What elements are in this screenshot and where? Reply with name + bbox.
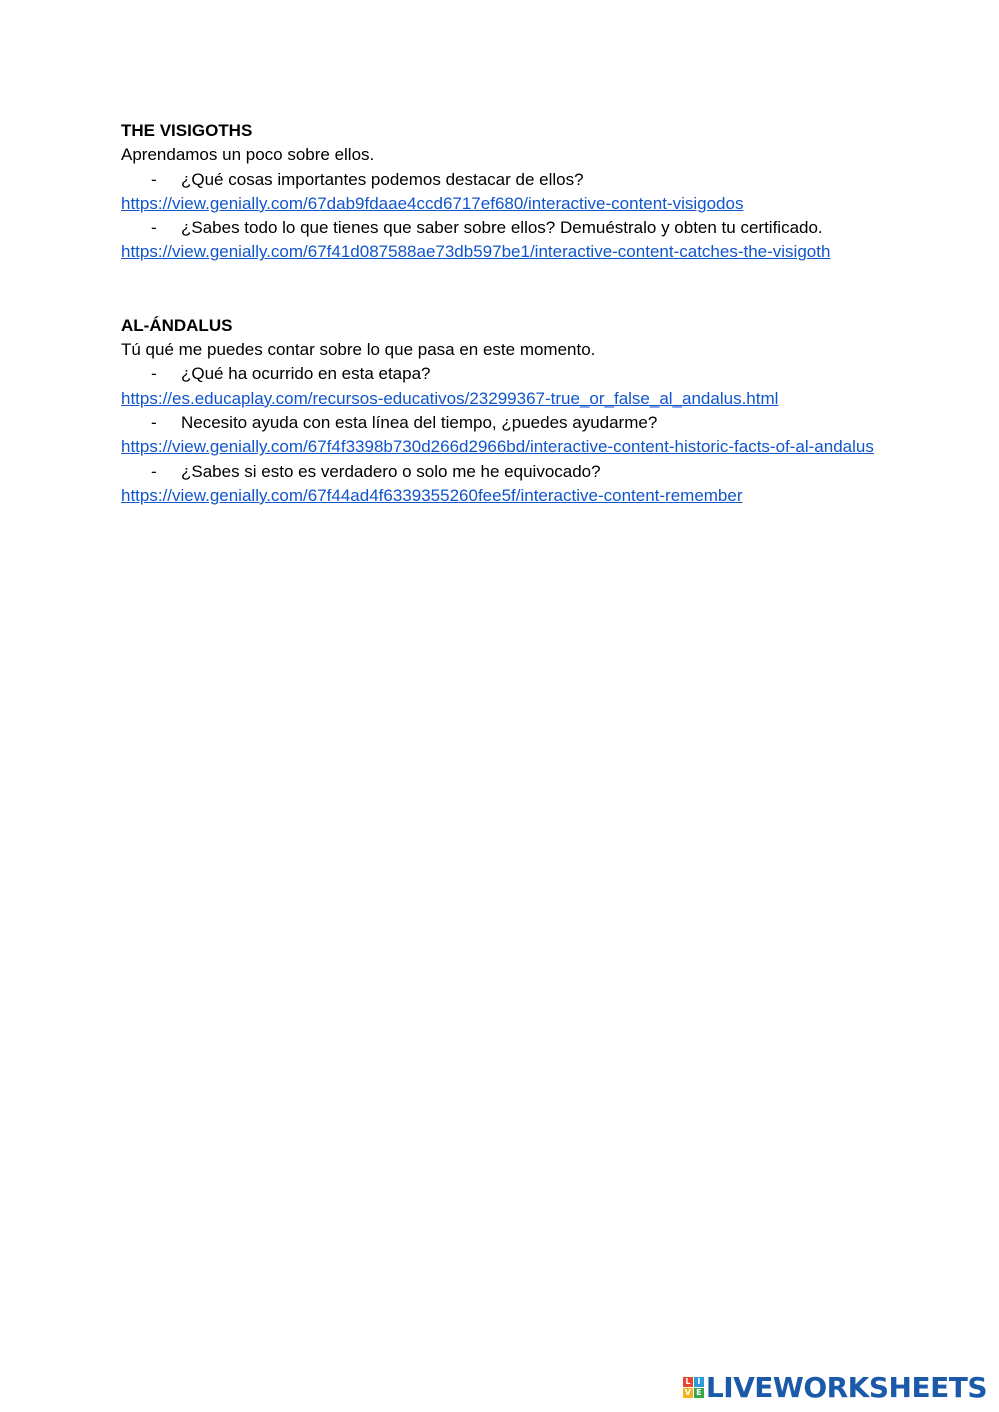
- bullet-dash: -: [151, 412, 157, 432]
- question-text: ¿Sabes si esto es verdadero o solo me he equivocado?: [181, 461, 601, 481]
- logo-letter: L: [683, 1377, 693, 1387]
- bullet-dash: -: [151, 218, 157, 238]
- bullet-dash: -: [151, 461, 157, 481]
- logo-letter: V: [684, 1387, 691, 1397]
- list-item: [121, 362, 881, 386]
- question-text: ¿Qué cosas importantes podemos destacar de ellos?: [181, 169, 584, 189]
- logo-letter: E: [694, 1388, 704, 1398]
- activity-link[interactable]: https://view.genially.com/67dab9fdaae4ccd6717ef680/interactive-content-visigodos: [121, 193, 744, 213]
- section-intro: Aprendamos un poco sobre ellos.: [121, 145, 375, 165]
- activity-link[interactable]: https://es.educaplay.com/recursos-educativos/23299367-true_or_false_al_andalus.html: [121, 388, 779, 408]
- section-title: AL-ÁNDALUS: [121, 315, 233, 335]
- bullet-dash: -: [151, 169, 157, 189]
- list-item: [121, 460, 881, 484]
- activity-link[interactable]: https://view.genially.com/67f41d087588ae73db597be1/interactive-content-catches-the-visigoth: [121, 242, 831, 262]
- section-spacer: [121, 265, 881, 314]
- logo-wordmark: LIVEWORKSHEETS: [705, 1370, 987, 1404]
- activity-link[interactable]: https://view.genially.com/67f44ad4f6339355260fee5f/interactive-content-remember: [121, 485, 743, 505]
- section-visigoths: [121, 119, 881, 265]
- list-item: [121, 216, 881, 240]
- section-al-andalus: [121, 314, 881, 508]
- bullet-dash: -: [151, 364, 157, 384]
- document-body: [121, 119, 881, 508]
- question-text: ¿Qué ha ocurrido en esta etapa?: [181, 364, 431, 384]
- list-item: [121, 168, 881, 192]
- question-text: Necesito ayuda con esta línea del tiempo, ¿puedes ayudarme?: [181, 412, 658, 432]
- liveworksheets-logo: [683, 1371, 987, 1403]
- question-text: ¿Sabes todo lo que tienes que saber sobre ellos? Demuéstralo y obten tu certificado.: [181, 218, 823, 238]
- logo-letter: I: [694, 1377, 704, 1387]
- logo-mark-icon: [683, 1377, 704, 1398]
- list-item: [121, 411, 881, 435]
- section-title: THE VISIGOTHS: [121, 121, 253, 140]
- section-intro: Tú qué me puedes contar sobre lo que pasa en este momento.: [121, 340, 596, 360]
- activity-link[interactable]: https://view.genially.com/67f4f3398b730d266d2966bd/interactive-content-historic-facts-of-al-andalus: [121, 437, 874, 457]
